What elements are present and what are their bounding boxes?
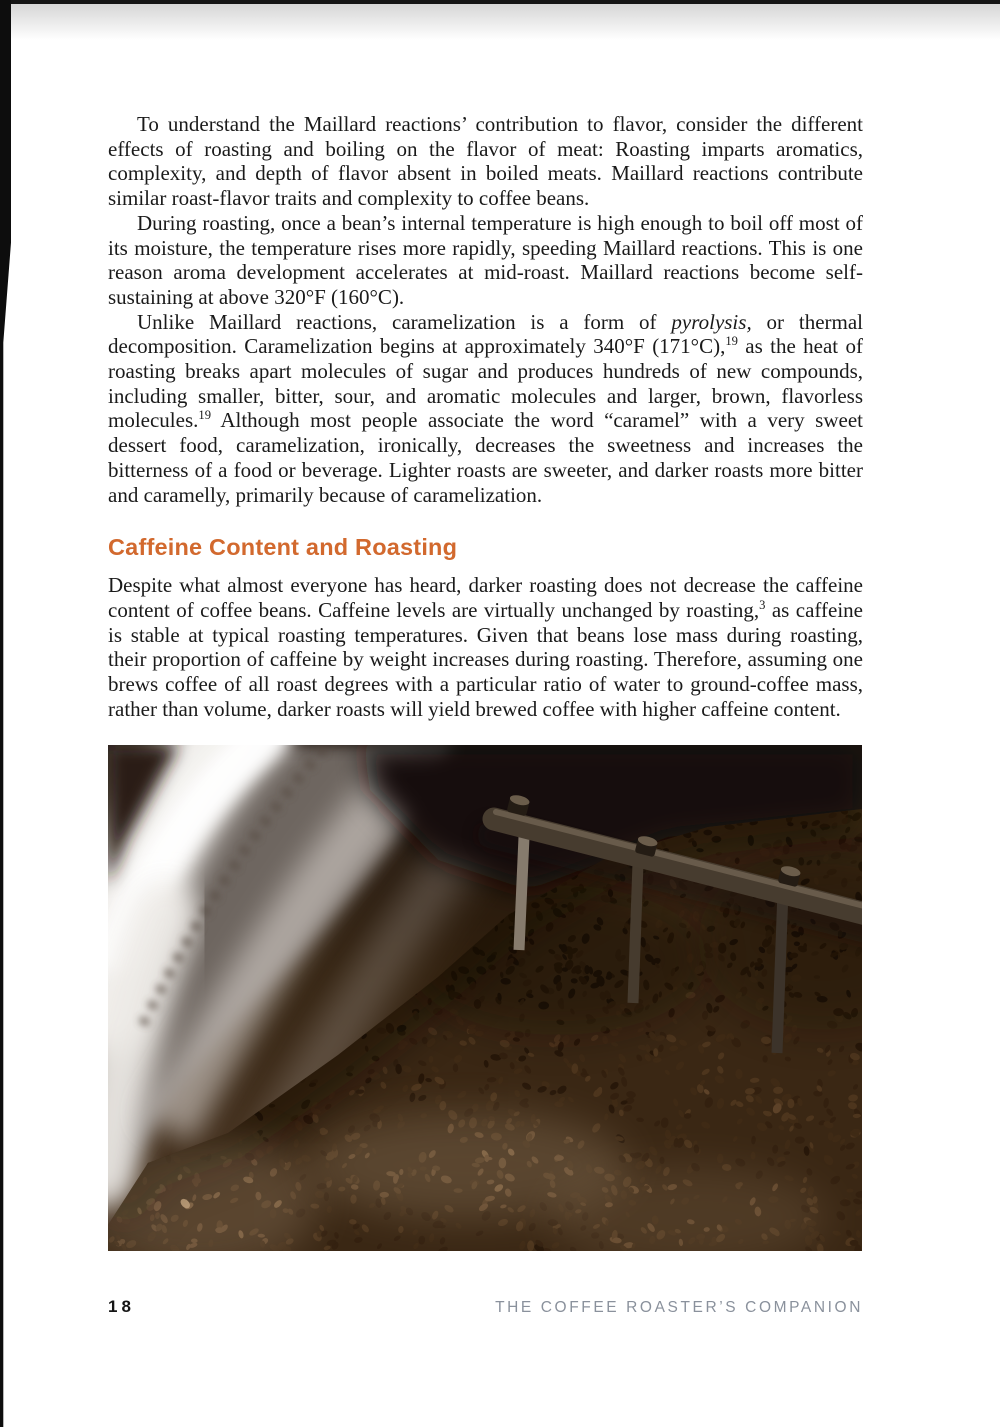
footnote-ref: 3 [759,597,766,612]
arm-prong-1 [519,837,524,950]
arm-prong-2 [633,863,638,1003]
roaster-photo-illustration [108,745,862,1251]
scan-top-edge [0,0,1000,4]
paragraph-caramelization: Unlike Maillard reactions, caramelization is a form of pyrolysis, or thermal decomposition. Caramelization begins at approximately 340°F (171°C),$^{19}$ as the heat of roasting breaks apart molecules of sugar and produces hundreds of new compounds, including smaller, bitter, sour, and aromatic molecules and larger, brown, flavorless molecules.$^{19}$ Although most people associate the word “caramel” with a very sweet dessert food, caramelization, ironically, decreases the sweetness and increases the bitterness of a food or beverage. Lighter roasts are sweeter, and darker roasts more bitter and caramelly, primarily because of caramelization. [108,309,863,507]
page-footer [108,1297,863,1317]
footnote-ref: 19 [725,334,738,349]
section-heading-caffeine: Caffeine Content and Roasting [108,534,458,561]
page-content [108,0,863,1317]
scan-left-edge [0,0,11,1427]
paragraph-maillard-flavor: To understand the Maillard reactions’ contribution to flavor, consider the different effects of roasting and boiling on the flavor of meat: Roasting imparts aromatics, complexity, and depth of flavor absent in boiled meats. Maillard reactions contribute similar roast-flavor traits and complexity to coffee beans. [108,112,863,211]
article-body [108,0,863,721]
footnote-ref: 19 [198,408,211,423]
paragraph-caffeine-content: Despite what almost everyone has heard, darker roasting does not decrease the caffeine content of coffee beans. Caffeine levels are virtually unchanged by roasting,$^3$ as caffeine is stable at typical roasting temperatures. Given that beans lose mass during roasting, their proportion of caffeine by weight increases during roasting. Therefore, assuming one brews coffee of all roast degrees with a particular ratio of water to ground-coffee mass, rather than volume, darker roasts will yield brewed coffee with higher caffeine content. [108,573,863,721]
roaster-photo [108,745,862,1251]
page-number: 18 [108,1297,135,1317]
running-title: THE COFFEE ROASTER’S COMPANION [495,1299,863,1317]
arm-prong-3 [777,891,783,1053]
paragraph-roasting-temperature: During roasting, once a bean’s internal temperature is high enough to boil off most of its moisture, the temperature rises more rapidly, speeding Maillard reactions. This is one reason aroma development accelerates at mid-roast. Maillard reactions become self-sustaining at above 320°F (160°C). [108,210,863,309]
